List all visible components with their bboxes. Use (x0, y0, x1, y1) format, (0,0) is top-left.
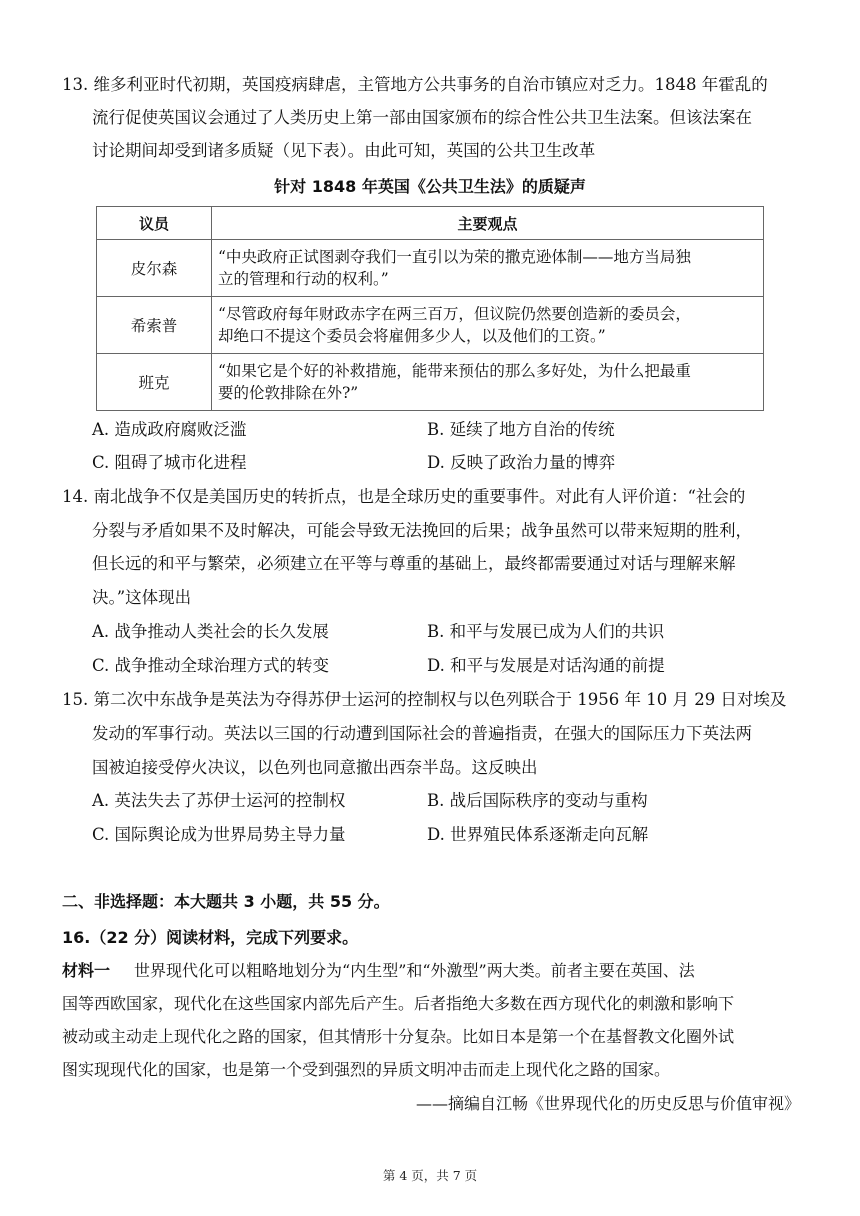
q15-line-1: 15. 第二次中东战争是英法为夺得苏伊士运河的控制权与以色列联合于 1956 年 10 月 29 日对埃及 (62, 690, 787, 709)
header-member: 议员 (97, 207, 212, 240)
q14-option-a[interactable]: A. 战争推动人类社会的长久发展 (92, 622, 329, 641)
view-line: 要的伦敦排除在外?” (218, 384, 359, 402)
material-line-1 (62, 960, 695, 982)
section-heading: 二、非选择题：本大题共 3 小题，共 55 分。 (62, 892, 390, 911)
view-line: “中央政府正试图剥夺我们一直引以为荣的撒克逊体制——地方当局独 (218, 248, 691, 266)
q14-line-1: 14. 南北战争不仅是美国历史的转折点，也是全球历史的重要事件。对此有人评价道：“社会的 (62, 487, 746, 506)
material-source: ——摘编自江畅《世界现代化的历史反思与价值审视》 (415, 1094, 800, 1113)
view-line: “如果它是个好的补救措施，能带来预估的那么多好处，为什么把最重 (218, 362, 691, 380)
q13-line-3: 讨论期间却受到诸多质疑（见下表）。由此可知，英国的公共卫生改革 (92, 141, 596, 160)
view-line: “尽管政府每年财政赤字在两三百万，但议院仍然要创造新的委员会， (218, 305, 691, 323)
q13-line-1: 13. 维多利亚时代初期，英国疫病肆虐，主管地方公共事务的自治市镇应对乏力。1848 年霍乱的 (62, 75, 768, 94)
q14-line-3: 但长远的和平与繁荣，必须建立在平等与尊重的基础上，最终都需要通过对话与理解来解 (92, 554, 736, 573)
q14-option-c[interactable]: C. 战争推动全球治理方式的转变 (92, 656, 330, 675)
q14-option-b[interactable]: B. 和平与发展已成为人们的共识 (427, 622, 665, 641)
material-text: 世界现代化可以粗略地划分为“内生型”和“外激型”两大类。前者主要在英国、法 (134, 961, 695, 980)
q16-heading: 16.（22 分）阅读材料，完成下列要求。 (62, 928, 359, 947)
q15-line-2: 发动的军事行动。英法以三国的行动遭到国际社会的普遍指责，在强大的国际压力下英法两 (92, 724, 752, 743)
member-view (212, 240, 764, 297)
q13-option-b[interactable]: B. 延续了地方自治的传统 (427, 420, 615, 439)
material-line-4: 图实现现代化的国家，也是第一个受到强烈的异质文明冲击而走上现代化之路的国家。 (62, 1060, 671, 1079)
q13-line-2: 流行促使英国议会通过了人类历史上第一部由国家颁布的综合性公共卫生法案。但该法案在 (92, 108, 752, 127)
q14-line-2: 分裂与矛盾如果不及时解决，可能会导致无法挽回的后果；战争虽然可以带来短期的胜利， (92, 521, 752, 540)
material-label: 材料一 (62, 961, 111, 980)
table-row (97, 354, 764, 411)
q14-line-4: 决。”这体现出 (92, 588, 192, 607)
q15-line-3: 国被迫接受停火决议，以色列也同意撤出西奈半岛。这反映出 (92, 758, 538, 777)
material-line-3: 被动或主动走上现代化之路的国家，但其情形十分复杂。比如日本是第一个在基督教文化圈外试 (62, 1027, 735, 1046)
q13-option-a[interactable]: A. 造成政府腐败泛滥 (92, 420, 247, 439)
view-line: 立的管理和行动的权利。” (218, 270, 389, 288)
q15-option-c[interactable]: C. 国际舆论成为世界局势主导力量 (92, 825, 346, 844)
q14-option-d[interactable]: D. 和平与发展是对话沟通的前提 (427, 656, 665, 675)
table-row (97, 297, 764, 354)
q13-option-d[interactable]: D. 反映了政治力量的博弈 (427, 453, 616, 472)
member-name: 班克 (97, 354, 212, 411)
q15-option-b[interactable]: B. 战后国际秩序的变动与重构 (427, 791, 648, 810)
table-header-row (97, 207, 764, 240)
member-name: 皮尔森 (97, 240, 212, 297)
page-footer: 第 4 页，共 7 页 (382, 1168, 478, 1183)
q15-option-a[interactable]: A. 英法失去了苏伊士运河的控制权 (92, 791, 346, 810)
table-title: 针对 1848 年英国《公共卫生法》的质疑声 (274, 177, 586, 196)
view-line: 却绝口不提这个委员会将雇佣多少人，以及他们的工资。” (218, 327, 606, 345)
member-name: 希索普 (97, 297, 212, 354)
objections-table (96, 206, 764, 411)
member-view (212, 297, 764, 354)
q15-option-d[interactable]: D. 世界殖民体系逐渐走向瓦解 (427, 825, 649, 844)
material-line-2: 国等西欧国家，现代化在这些国家内部先后产生。后者指绝大多数在西方现代化的刺激和影响下 (62, 994, 735, 1013)
header-viewpoint: 主要观点 (212, 207, 764, 240)
q13-option-c[interactable]: C. 阻碍了城市化进程 (92, 453, 247, 472)
table-row (97, 240, 764, 297)
member-view (212, 354, 764, 411)
